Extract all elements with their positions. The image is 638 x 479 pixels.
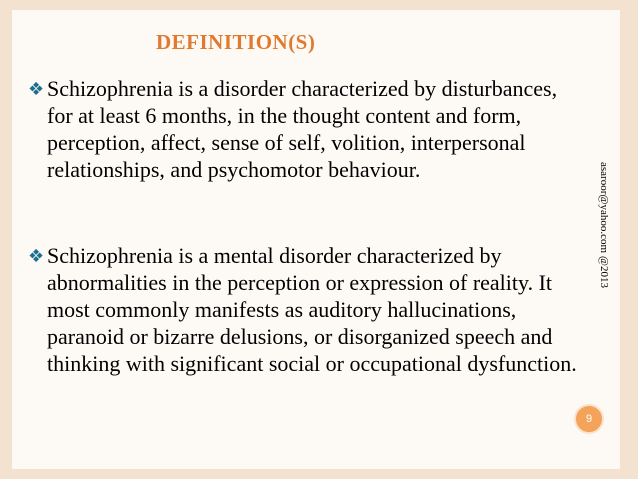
bullet-text: Schizophrenia is a mental disorder characterized by abnormalities in the perception or expression of reality. It most commonly manifests as auditory hallucinations, paranoid or bizarre delusions, or disorganized speech and thinking with significant social or occupational dysfunction. bbox=[47, 243, 577, 376]
slide-border-left bbox=[0, 0, 12, 479]
slide-title: DEFINITION(S) bbox=[156, 30, 316, 54]
bullet-text: Schizophrenia is a disorder characterized by disturbances, for at least 6 months, in the thought content and form, perception, affect, sense of self, volition, interpersonal relationships, and psychomotor behaviour. bbox=[47, 76, 558, 182]
slide-border-bottom bbox=[0, 469, 638, 479]
page-number-badge: 9 bbox=[574, 404, 604, 434]
author-email-watermark: asaroor@yahoo.com @2013 bbox=[598, 162, 610, 288]
slide-border-right bbox=[620, 0, 638, 479]
bullet-item bbox=[28, 75, 568, 183]
diamond-bullet-icon: ❖ bbox=[28, 79, 45, 100]
slide-border-top bbox=[0, 0, 638, 10]
bullet-item bbox=[28, 242, 588, 377]
diamond-bullet-icon: ❖ bbox=[28, 246, 45, 267]
